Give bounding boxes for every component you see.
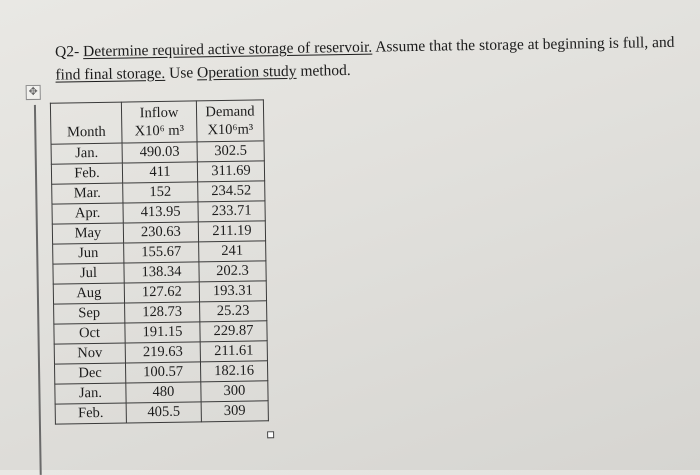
- table-row: [52, 181, 265, 204]
- question-text-2: Assume that the storage at beginning is full, and: [372, 33, 675, 56]
- cell-demand: 182.16: [200, 361, 267, 382]
- cell-month: Apr.: [52, 203, 123, 224]
- cell-month: Feb.: [55, 403, 126, 424]
- table-row: [55, 401, 268, 424]
- table-row: [53, 241, 266, 264]
- cell-demand: 311.69: [197, 161, 264, 182]
- table-row: [51, 141, 264, 164]
- table-row: [55, 381, 268, 404]
- cell-inflow: 219.63: [125, 342, 200, 363]
- header-inflow-line1: Inflow: [139, 104, 179, 122]
- cell-month: Oct: [54, 323, 125, 344]
- cell-demand: 25.23: [200, 301, 267, 322]
- cell-month: Jan.: [55, 383, 126, 404]
- question-underlined-1: Determine required active storage of reservoir.: [82, 38, 373, 61]
- question-prefix: Q2-: [54, 43, 84, 61]
- cell-inflow: 191.15: [125, 322, 200, 343]
- move-arrows-icon[interactable]: ✥: [26, 85, 41, 100]
- table-row: [54, 321, 267, 344]
- cell-month: Jan.: [51, 143, 122, 164]
- table-row: [53, 261, 266, 284]
- cell-month: Aug: [53, 283, 124, 304]
- cell-inflow: 155.67: [124, 242, 199, 263]
- cell-demand: 202.3: [199, 261, 266, 282]
- table-header-row: [50, 100, 264, 144]
- cell-month: May: [52, 223, 123, 244]
- header-demand: [196, 100, 264, 142]
- header-demand-line1: Demand: [205, 103, 255, 121]
- cell-demand: 229.87: [200, 321, 267, 342]
- table-row: [53, 281, 266, 304]
- cell-inflow: 413.95: [123, 202, 198, 223]
- header-inflow-line2: X10⁶ m³: [134, 122, 185, 140]
- cell-inflow: 152: [123, 182, 198, 203]
- header-inflow: [121, 101, 197, 143]
- table-row: [54, 361, 267, 384]
- margin-line: [34, 105, 42, 475]
- cell-inflow: 411: [122, 162, 197, 183]
- header-demand-line2: X10⁶m³: [207, 121, 254, 139]
- cell-demand: 193.31: [199, 281, 266, 302]
- cell-demand: 309: [201, 401, 268, 422]
- header-month: Month: [50, 102, 122, 144]
- cell-inflow: 128.73: [125, 302, 200, 323]
- cell-demand: 211.61: [200, 341, 267, 362]
- question-underlined-5: Operation study: [196, 62, 297, 82]
- question-text-4: Use: [165, 64, 198, 82]
- cell-demand: 241: [199, 241, 266, 262]
- cell-demand: 300: [201, 381, 268, 402]
- cell-demand: 233.71: [198, 201, 265, 222]
- cell-inflow: 230.63: [123, 222, 198, 243]
- question-text: [55, 31, 681, 87]
- table-row: [52, 221, 265, 244]
- cell-month: Feb.: [51, 163, 122, 184]
- cell-inflow: 490.03: [122, 142, 197, 163]
- inflow-demand-table: [50, 99, 269, 424]
- cell-month: Mar.: [52, 183, 123, 204]
- question-underlined-3: find final storage.: [55, 64, 166, 84]
- cell-inflow: 138.34: [124, 262, 199, 283]
- cell-month: Jun: [53, 243, 124, 264]
- cell-inflow: 127.62: [124, 282, 199, 303]
- question-text-6: method.: [296, 61, 351, 80]
- table-row: [54, 301, 267, 324]
- cell-month: Jul: [53, 263, 124, 284]
- cell-month: Dec: [54, 363, 125, 384]
- cell-inflow: 100.57: [125, 362, 200, 383]
- cell-inflow: 480: [126, 382, 201, 403]
- table-body: [51, 141, 268, 424]
- cell-inflow: 405.5: [126, 402, 201, 423]
- table-row: [51, 161, 264, 184]
- cell-month: Sep: [54, 303, 125, 324]
- table-row: [54, 341, 267, 364]
- cell-demand: 211.19: [198, 221, 265, 242]
- cell-demand: 234.52: [198, 181, 265, 202]
- cell-month: Nov: [54, 343, 125, 364]
- data-table-container: [50, 99, 269, 424]
- table-row: [52, 201, 265, 224]
- cell-demand: 302.5: [197, 141, 264, 162]
- resize-square-icon[interactable]: [267, 431, 274, 438]
